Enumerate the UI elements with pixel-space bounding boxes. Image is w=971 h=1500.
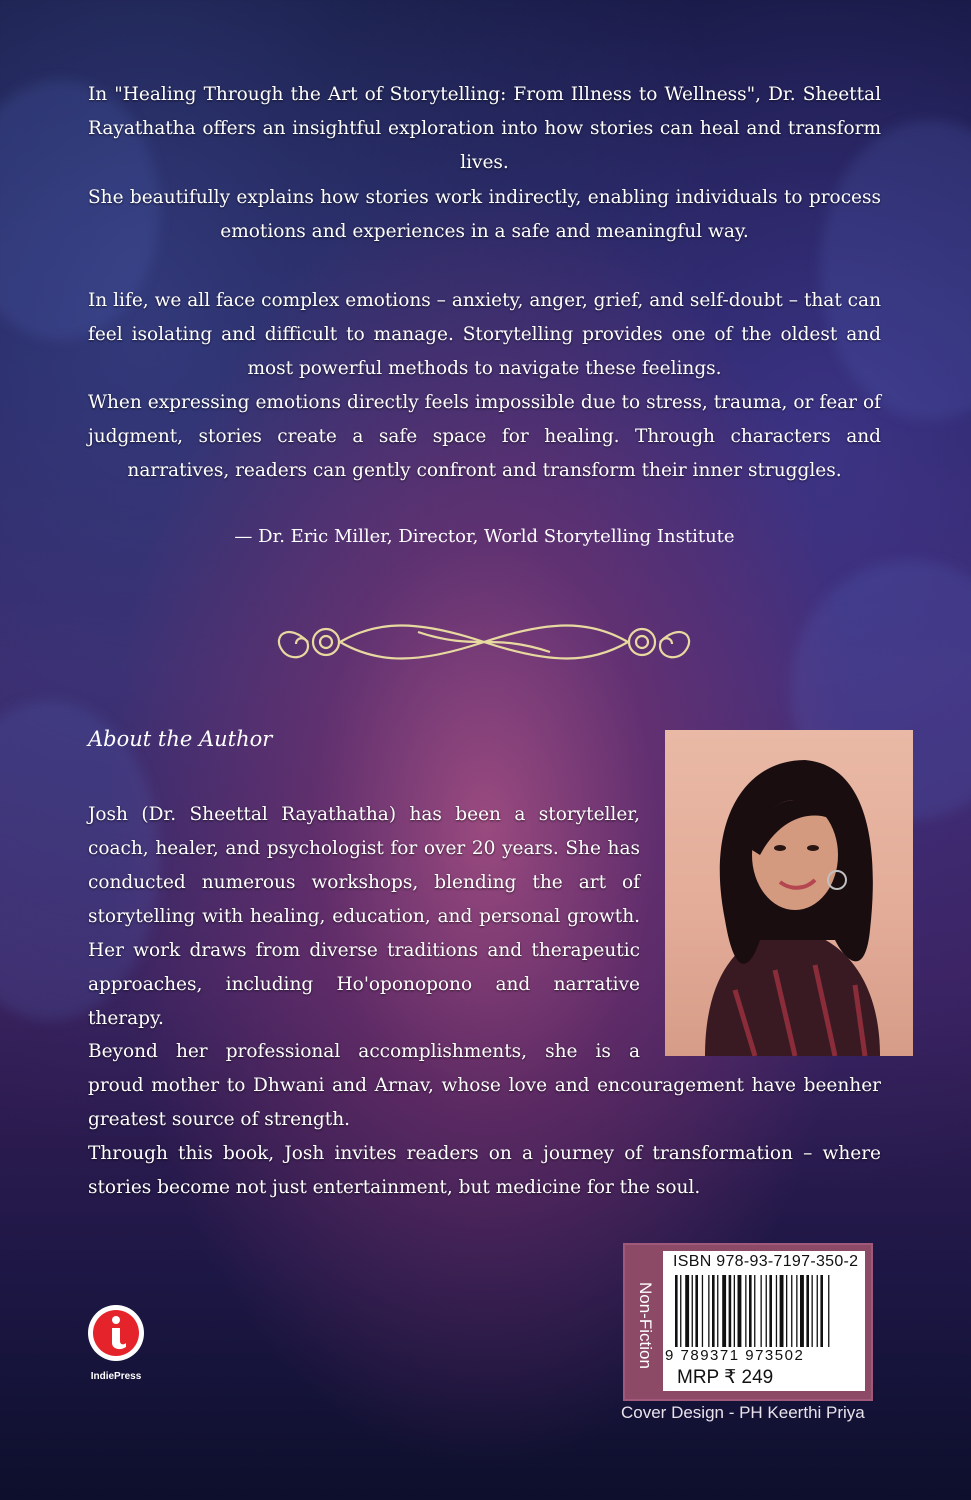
barcode-bar xyxy=(817,1275,818,1347)
ean-number: 9 789371 973502 xyxy=(665,1347,805,1364)
quote-attribution: — Dr. Eric Miller, Director, World Storytelling Institute xyxy=(234,526,735,547)
blurb-paragraph-1: In "Healing Through the Art of Storytelling: From Illness to Wellness", Dr. Sheettal Rayathatha offers an insightful exploration into how stories can heal and transform lives. xyxy=(88,84,881,173)
barcode-bar xyxy=(780,1275,784,1347)
barcode-bar xyxy=(828,1275,829,1347)
barcode-bar xyxy=(806,1275,809,1347)
barcode-bar xyxy=(761,1275,762,1347)
barcode-bar xyxy=(800,1275,804,1347)
author-bio-paragraph-2a: Beyond her professional accomplishments, she is a xyxy=(88,1041,640,1062)
barcode-bar xyxy=(712,1275,715,1347)
barcode-card xyxy=(663,1251,865,1391)
barcode-bar xyxy=(734,1275,735,1347)
author-bio-paragraph-3: Through this book, Josh invites readers on a journey of transformation – where stories become not just entertainment, but medicine for the soul. xyxy=(88,1143,881,1198)
barcode-bar xyxy=(702,1275,703,1347)
publisher-logo xyxy=(86,1303,146,1382)
barcode-bar xyxy=(754,1275,755,1347)
cover-design-credit: Cover Design - PH Keerthi Priya xyxy=(621,1403,865,1422)
barcode-bar xyxy=(717,1275,718,1347)
barcode-bar xyxy=(749,1275,752,1347)
barcode-bar xyxy=(769,1275,772,1347)
author-bio-paragraph-1: Josh (Dr. Sheettal Rayathatha) has been a storyteller, coach, healer, and psychologist for over 20 years. She has conducted numerous workshops, blending the art of storytelling with healing, education, and personal growth. Her work draws from diverse traditions and therapeutic approaches, including Ho'oponopono and narrative therapy. xyxy=(88,804,640,1029)
barcode-icon xyxy=(673,1275,857,1347)
barcode-bar xyxy=(812,1275,813,1347)
barcode-bar xyxy=(695,1275,698,1347)
blurb-paragraph-4: When expressing emotions directly feels impossible due to stress, trauma, or fear of judgment, stories create a safe space for healing. Through characters and narratives, readers can gently confront and transform their inner struggles. xyxy=(88,392,881,481)
barcode-bar xyxy=(729,1275,732,1347)
publisher-name: IndiePress xyxy=(90,1371,142,1382)
mrp-price: MRP ₹ 249 xyxy=(677,1367,774,1388)
barcode-bar xyxy=(685,1275,689,1347)
barcode-bar xyxy=(791,1275,792,1347)
barcode-bar xyxy=(820,1275,823,1347)
genre-label: Non-Fiction xyxy=(636,1281,655,1369)
barcode-bar xyxy=(708,1275,709,1347)
barcode-bar xyxy=(722,1275,726,1347)
blurb-paragraph-3: In life, we all face complex emotions – anxiety, anger, grief, and self-doubt – that can feel isolating and difficult to manage. Storytelling provides one of the oldest and most powerful methods to navigate these feelings. xyxy=(88,290,881,379)
barcode-bar xyxy=(745,1275,746,1347)
about-author-heading: About the Author xyxy=(88,727,273,751)
barcode-bar xyxy=(692,1275,693,1347)
barcode-bar xyxy=(675,1275,678,1347)
barcode-bar xyxy=(776,1275,777,1347)
ornamental-divider-icon xyxy=(268,612,700,672)
author-bio-paragraph-2b: proud mother to Dhwani and Arnav, whose love and encouragement have beenher greatest source of strength. xyxy=(88,1075,881,1130)
blurb-paragraph-2: She beautifully explains how stories work indirectly, enabling individuals to process emotions and experiences in a safe and meaningful way. xyxy=(88,187,881,242)
barcode-bar xyxy=(796,1275,797,1347)
barcode-bar xyxy=(738,1275,742,1347)
barcode-bar xyxy=(680,1275,681,1347)
barcode-bar xyxy=(786,1275,787,1347)
isbn-box xyxy=(623,1243,873,1401)
author-photo xyxy=(665,730,913,1056)
barcode-bar xyxy=(766,1275,767,1347)
indiepress-logo-icon xyxy=(86,1303,146,1363)
isbn-number: ISBN 978-93-7197-350-2 xyxy=(673,1253,859,1270)
